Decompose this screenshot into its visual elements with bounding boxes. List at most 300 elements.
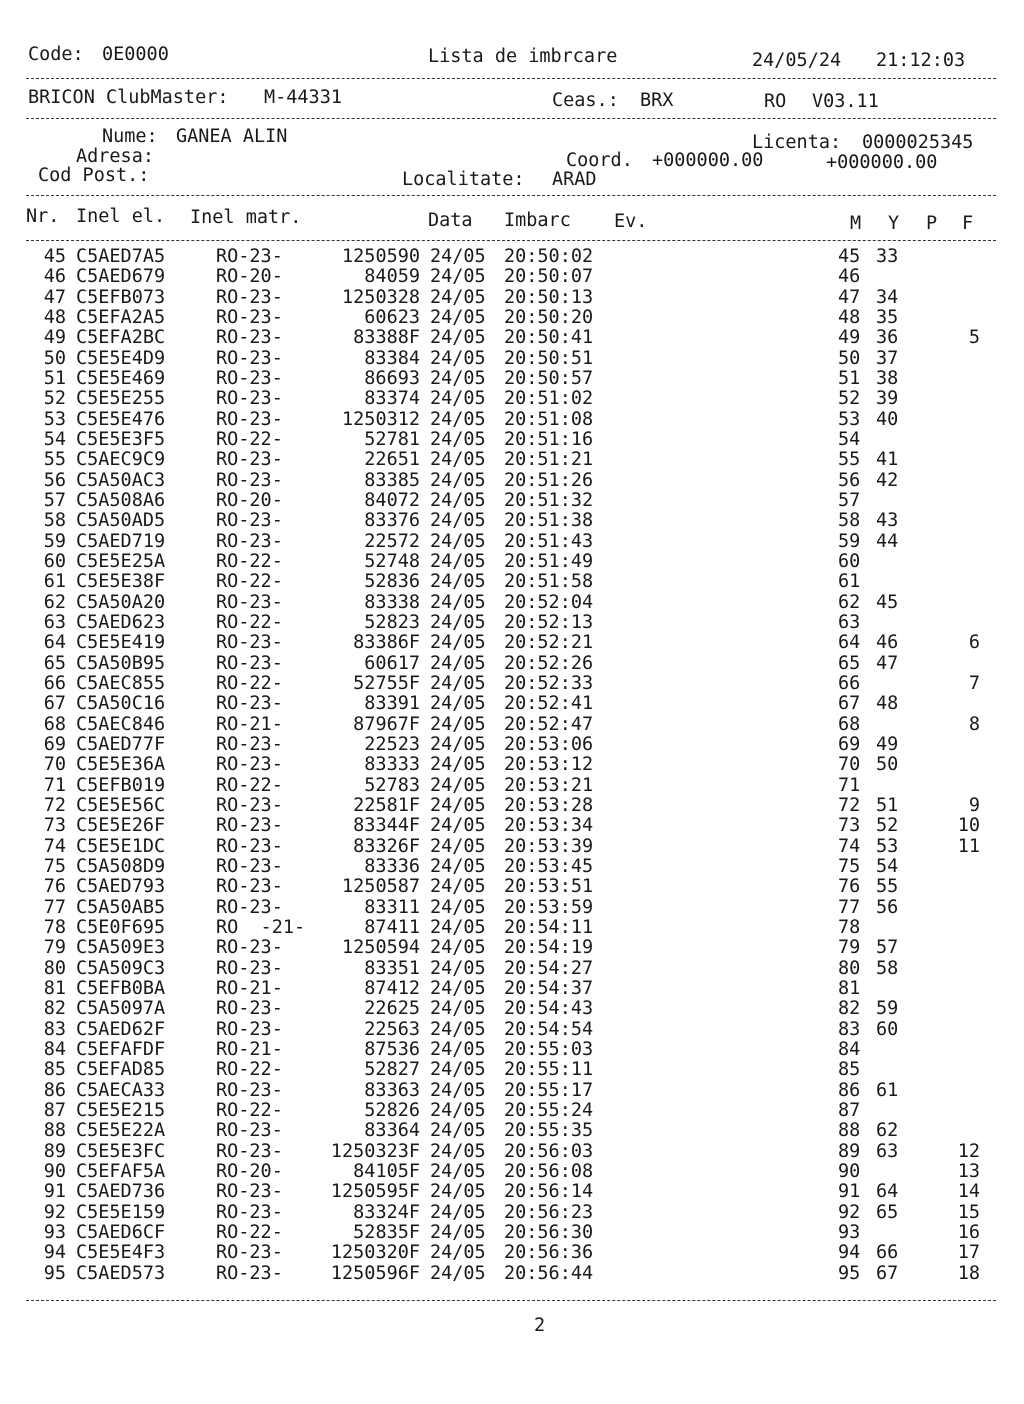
count-y: 58 — [876, 957, 899, 979]
boarding-date: 24/05 — [430, 754, 486, 776]
col-header-ev: Ev. — [614, 211, 648, 232]
boarding-time: 20:50:13 — [504, 286, 594, 308]
table-row — [0, 796, 1024, 816]
boarding-time: 20:52:21 — [504, 632, 594, 654]
electronic-ring: C5E5E36A — [76, 754, 166, 776]
ring-prefix: RO-23- — [216, 347, 283, 369]
col-header-m: M — [850, 213, 862, 234]
ring-number: 1250590 — [342, 246, 420, 267]
col-header-el-ring: Inel el. — [76, 206, 166, 227]
ring-prefix: RO-23- — [216, 449, 283, 471]
count-f: 18 — [957, 1262, 980, 1284]
count-m: 64 — [838, 632, 861, 654]
boarding-time: 20:56:03 — [504, 1140, 594, 1162]
table-row — [0, 1162, 1024, 1182]
row-number: 48 — [43, 307, 66, 328]
row-number: 77 — [43, 896, 66, 918]
boarding-time: 20:52:33 — [504, 672, 594, 694]
electronic-ring: C5E5E476 — [76, 408, 166, 430]
table-row — [0, 389, 1024, 409]
table-row — [0, 938, 1024, 958]
print-time: 21:12:03 — [876, 50, 966, 71]
count-m: 84 — [838, 1038, 861, 1060]
code-label: Code: — [28, 44, 84, 65]
boarding-time: 20:53:51 — [504, 876, 594, 898]
ring-number: 87536 — [364, 1038, 420, 1060]
boarding-time: 20:56:44 — [504, 1262, 594, 1284]
boarding-date: 24/05 — [430, 937, 486, 959]
boarding-date: 24/05 — [430, 672, 486, 694]
row-number: 95 — [43, 1262, 66, 1284]
count-m: 50 — [838, 347, 861, 369]
ring-prefix: RO-21- — [216, 977, 283, 999]
ring-prefix: RO-23- — [216, 815, 283, 837]
ring-prefix: RO-23- — [216, 1120, 283, 1142]
electronic-ring: C5E5E3F5 — [76, 429, 166, 450]
count-m: 46 — [838, 266, 861, 288]
electronic-ring: C5AECA33 — [76, 1079, 166, 1101]
table-row — [0, 450, 1024, 470]
ring-number: 52835F — [353, 1221, 420, 1243]
ring-prefix: RO-23- — [216, 246, 283, 267]
ring-prefix: RO-23- — [216, 1242, 283, 1264]
count-y: 43 — [876, 510, 899, 532]
boarding-date: 24/05 — [430, 388, 486, 410]
ring-number: 52781 — [364, 429, 420, 450]
boarding-time: 20:50:02 — [504, 246, 594, 267]
electronic-ring: C5E5E22A — [76, 1120, 166, 1142]
count-y: 35 — [876, 307, 899, 328]
boarding-date: 24/05 — [430, 530, 486, 552]
boarding-date: 24/05 — [430, 998, 486, 1020]
count-m: 67 — [838, 693, 861, 715]
table-row — [0, 308, 1024, 328]
count-y: 38 — [876, 368, 899, 389]
boarding-time: 20:53:59 — [504, 896, 594, 918]
ring-prefix: RO-23- — [216, 876, 283, 898]
table-row — [0, 288, 1024, 308]
ring-prefix: RO-23- — [216, 754, 283, 776]
clock-value: BRX — [640, 90, 674, 111]
count-y: 50 — [876, 754, 899, 776]
electronic-ring: C5A50AC3 — [76, 469, 166, 491]
count-y: 42 — [876, 469, 899, 491]
boarding-date: 24/05 — [430, 1079, 486, 1101]
electronic-ring: C5A50AD5 — [76, 510, 166, 532]
ring-prefix: RO-23- — [216, 693, 283, 715]
ring-prefix: RO-22- — [216, 571, 283, 593]
electronic-ring: C5E5E469 — [76, 368, 166, 389]
ring-prefix: RO-20- — [216, 1160, 283, 1182]
boarding-date: 24/05 — [430, 551, 486, 572]
ring-prefix: RO-20- — [216, 490, 283, 511]
count-y: 40 — [876, 408, 899, 430]
ring-prefix: RO-22- — [216, 611, 283, 633]
row-number: 45 — [43, 246, 66, 267]
club-label: BRICON ClubMaster: — [28, 87, 229, 108]
count-m: 65 — [838, 652, 861, 674]
ring-number: 1250323F — [330, 1140, 420, 1162]
electronic-ring: C5E5E419 — [76, 632, 166, 654]
count-y: 57 — [876, 937, 899, 959]
table-row — [0, 552, 1024, 572]
boarding-time: 20:53:06 — [504, 733, 594, 755]
row-number: 78 — [43, 916, 66, 938]
page-title: Lista de imbrcare — [428, 46, 618, 67]
table-row — [0, 247, 1024, 267]
boarding-date: 24/05 — [430, 652, 486, 674]
ring-prefix: RO-23- — [216, 835, 283, 857]
row-number: 75 — [43, 855, 66, 877]
table-row — [0, 593, 1024, 613]
row-number: 83 — [43, 1018, 66, 1040]
count-m: 85 — [838, 1059, 861, 1081]
fancier-name: GANEA ALIN — [176, 126, 288, 147]
table-row — [0, 1040, 1024, 1060]
divider — [26, 195, 996, 196]
row-number: 54 — [43, 429, 66, 450]
row-number: 49 — [43, 327, 66, 349]
ring-prefix: RO-23- — [216, 998, 283, 1020]
ring-number: 52755F — [353, 672, 420, 694]
table-row — [0, 613, 1024, 633]
row-number: 71 — [43, 774, 66, 796]
boarding-time: 20:51:16 — [504, 429, 594, 450]
ring-number: 83384 — [364, 347, 420, 369]
clock-label: Ceas.: — [552, 90, 619, 111]
count-f: 9 — [968, 794, 980, 816]
boarding-date: 24/05 — [430, 693, 486, 715]
boarding-time: 20:56:36 — [504, 1242, 594, 1264]
count-m: 74 — [838, 835, 861, 857]
postcode-label: Cod Post.: — [38, 165, 150, 186]
boarding-time: 20:50:41 — [504, 327, 594, 349]
ring-prefix: RO-22- — [216, 672, 283, 694]
count-f: 17 — [957, 1242, 980, 1264]
electronic-ring: C5A50AB5 — [76, 896, 166, 918]
boarding-time: 20:56:14 — [504, 1181, 594, 1203]
boarding-time: 20:52:47 — [504, 713, 594, 735]
col-header-nr: Nr. — [26, 206, 60, 227]
count-y: 64 — [876, 1181, 899, 1203]
ring-number: 83364 — [364, 1120, 420, 1142]
row-number: 57 — [43, 490, 66, 511]
ring-prefix: RO-23- — [216, 591, 283, 613]
ring-number: 22523 — [364, 733, 420, 755]
count-m: 77 — [838, 896, 861, 918]
ring-number: 84072 — [364, 490, 420, 511]
boarding-date: 24/05 — [430, 510, 486, 532]
ring-number: 84059 — [364, 266, 420, 288]
boarding-time: 20:52:41 — [504, 693, 594, 715]
electronic-ring: C5E5E1DC — [76, 835, 166, 857]
boarding-date: 24/05 — [430, 815, 486, 837]
col-header-date: Data — [428, 210, 473, 231]
col-header-f: F — [962, 213, 974, 234]
electronic-ring: C5E5E255 — [76, 388, 166, 410]
row-number: 89 — [43, 1140, 66, 1162]
table-row — [0, 1101, 1024, 1121]
boarding-time: 20:54:43 — [504, 998, 594, 1020]
boarding-date: 24/05 — [430, 835, 486, 857]
count-m: 54 — [838, 429, 861, 450]
row-number: 55 — [43, 449, 66, 471]
ring-prefix: RO-21- — [216, 1038, 283, 1060]
ring-number: 83336 — [364, 855, 420, 877]
count-y: 48 — [876, 693, 899, 715]
ring-number: 83338 — [364, 591, 420, 613]
ring-prefix: RO-23- — [216, 794, 283, 816]
col-header-p: P — [926, 213, 938, 234]
table-row — [0, 877, 1024, 897]
count-f: 16 — [957, 1221, 980, 1243]
ring-prefix: RO-23- — [216, 307, 283, 328]
ring-prefix: RO-22- — [216, 551, 283, 572]
boarding-time: 20:54:37 — [504, 977, 594, 999]
row-number: 56 — [43, 469, 66, 491]
electronic-ring: C5AEC846 — [76, 713, 166, 735]
boarding-date: 24/05 — [430, 713, 486, 735]
table-row — [0, 471, 1024, 491]
count-m: 63 — [838, 611, 861, 633]
electronic-ring: C5EFAD85 — [76, 1059, 166, 1081]
ring-number: 1250328 — [342, 286, 420, 308]
row-number: 58 — [43, 510, 66, 532]
electronic-ring: C5AED736 — [76, 1181, 166, 1203]
ring-number: 84105F — [353, 1160, 420, 1182]
electronic-ring: C5E5E4F3 — [76, 1242, 166, 1264]
boarding-date: 24/05 — [430, 1059, 486, 1081]
ring-prefix: RO-23- — [216, 937, 283, 959]
ring-prefix: RO-22- — [216, 429, 283, 450]
ring-number: 83363 — [364, 1079, 420, 1101]
boarding-date: 24/05 — [430, 1038, 486, 1060]
ring-prefix: RO-23- — [216, 286, 283, 308]
table-row — [0, 633, 1024, 653]
row-number: 67 — [43, 693, 66, 715]
boarding-date: 24/05 — [430, 1201, 486, 1223]
boarding-time: 20:54:54 — [504, 1018, 594, 1040]
boarding-date: 24/05 — [430, 916, 486, 938]
boarding-time: 20:53:12 — [504, 754, 594, 776]
table-row — [0, 898, 1024, 918]
table-row — [0, 674, 1024, 694]
table-row — [0, 1121, 1024, 1141]
ring-prefix: RO-23- — [216, 896, 283, 918]
count-m: 86 — [838, 1079, 861, 1101]
locality-value: ARAD — [552, 169, 597, 190]
ring-number: 1250595F — [330, 1181, 420, 1203]
ring-prefix: RO-22- — [216, 1059, 283, 1081]
electronic-ring: C5E5E56C — [76, 794, 166, 816]
boarding-date: 24/05 — [430, 611, 486, 633]
boarding-time: 20:50:07 — [504, 266, 594, 288]
count-f: 5 — [968, 327, 980, 349]
ring-number: 60623 — [364, 307, 420, 328]
count-y: 33 — [876, 246, 899, 267]
row-number: 81 — [43, 977, 66, 999]
boarding-date: 24/05 — [430, 1140, 486, 1162]
table-row — [0, 1223, 1024, 1243]
count-m: 93 — [838, 1221, 861, 1243]
ring-prefix: RO-23- — [216, 1018, 283, 1040]
electronic-ring: C5AED62F — [76, 1018, 166, 1040]
ring-number: 22625 — [364, 998, 420, 1020]
row-number: 88 — [43, 1120, 66, 1142]
ring-number: 83386F — [353, 632, 420, 654]
electronic-ring: C5A509C3 — [76, 957, 166, 979]
row-number: 76 — [43, 876, 66, 898]
col-header-y: Y — [888, 213, 900, 234]
count-y: 49 — [876, 733, 899, 755]
electronic-ring: C5EFAFDF — [76, 1038, 166, 1060]
count-m: 60 — [838, 551, 861, 572]
count-m: 92 — [838, 1201, 861, 1223]
electronic-ring: C5A5097A — [76, 998, 166, 1020]
table-row — [0, 410, 1024, 430]
boarding-date: 24/05 — [430, 1099, 486, 1121]
count-m: 82 — [838, 998, 861, 1020]
boarding-time: 20:51:49 — [504, 551, 594, 572]
license-number: 0000025345 — [862, 132, 974, 153]
row-number: 82 — [43, 998, 66, 1020]
electronic-ring: C5E5E3FC — [76, 1140, 166, 1162]
boarding-date: 24/05 — [430, 957, 486, 979]
boarding-time: 20:51:32 — [504, 490, 594, 511]
ring-prefix: RO-23- — [216, 1262, 283, 1284]
boarding-date: 24/05 — [430, 368, 486, 389]
boarding-date: 24/05 — [430, 876, 486, 898]
boarding-date: 24/05 — [430, 632, 486, 654]
boarding-date: 24/05 — [430, 307, 486, 328]
count-y: 65 — [876, 1201, 899, 1223]
row-number: 93 — [43, 1221, 66, 1243]
row-number: 59 — [43, 530, 66, 552]
ring-number: 52823 — [364, 611, 420, 633]
ring-number: 83324F — [353, 1201, 420, 1223]
ring-prefix: RO-23- — [216, 855, 283, 877]
address-label: Adresa: — [76, 146, 154, 167]
row-number: 70 — [43, 754, 66, 776]
row-number: 46 — [43, 266, 66, 288]
count-y: 34 — [876, 286, 899, 308]
code-value: 0E0000 — [102, 44, 169, 65]
ring-prefix: RO-23- — [216, 632, 283, 654]
boarding-time: 20:54:19 — [504, 937, 594, 959]
electronic-ring: C5AED793 — [76, 876, 166, 898]
boarding-time: 20:56:08 — [504, 1160, 594, 1182]
count-y: 37 — [876, 347, 899, 369]
ring-prefix: RO-23- — [216, 530, 283, 552]
count-m: 52 — [838, 388, 861, 410]
ring-number: 83326F — [353, 835, 420, 857]
count-m: 49 — [838, 327, 861, 349]
row-number: 92 — [43, 1201, 66, 1223]
count-y: 46 — [876, 632, 899, 654]
ring-number: 52748 — [364, 551, 420, 572]
coord-label: Coord. — [566, 150, 633, 171]
count-m: 61 — [838, 571, 861, 593]
boarding-time: 20:52:04 — [504, 591, 594, 613]
boarding-time: 20:51:08 — [504, 408, 594, 430]
count-m: 89 — [838, 1140, 861, 1162]
boarding-date: 24/05 — [430, 408, 486, 430]
row-number: 90 — [43, 1160, 66, 1182]
table-row — [0, 654, 1024, 674]
boarding-date: 24/05 — [430, 1181, 486, 1203]
count-m: 58 — [838, 510, 861, 532]
boarding-time: 20:51:02 — [504, 388, 594, 410]
ring-prefix: RO-23- — [216, 652, 283, 674]
count-m: 66 — [838, 672, 861, 694]
count-m: 62 — [838, 591, 861, 613]
boarding-time: 20:55:17 — [504, 1079, 594, 1101]
name-label: Nume: — [102, 126, 158, 147]
boarding-date: 24/05 — [430, 347, 486, 369]
count-f: 12 — [957, 1140, 980, 1162]
ring-prefix: RO-23- — [216, 368, 283, 389]
ring-number: 83333 — [364, 754, 420, 776]
row-number: 60 — [43, 551, 66, 572]
ring-number: 87411 — [364, 916, 420, 938]
count-y: 59 — [876, 998, 899, 1020]
row-number: 86 — [43, 1079, 66, 1101]
ring-number: 87967F — [353, 713, 420, 735]
count-y: 60 — [876, 1018, 899, 1040]
electronic-ring: C5EFB073 — [76, 286, 166, 308]
row-number: 50 — [43, 347, 66, 369]
ring-number: 83388F — [353, 327, 420, 349]
software-version: V03.11 — [812, 91, 879, 112]
coord-x: +000000.00 — [652, 150, 764, 171]
ring-number: 83351 — [364, 957, 420, 979]
ring-number: 52836 — [364, 571, 420, 593]
electronic-ring: C5AED7A5 — [76, 246, 166, 267]
count-m: 48 — [838, 307, 861, 328]
count-y: 61 — [876, 1079, 899, 1101]
count-f: 7 — [968, 672, 980, 694]
ring-prefix: RO-23- — [216, 1140, 283, 1162]
count-m: 73 — [838, 815, 861, 837]
count-m: 80 — [838, 957, 861, 979]
ring-number: 1250320F — [330, 1242, 420, 1264]
boarding-time: 20:53:28 — [504, 794, 594, 816]
ring-number: 22563 — [364, 1018, 420, 1040]
ring-prefix: RO-23- — [216, 733, 283, 755]
count-y: 66 — [876, 1242, 899, 1264]
table-row — [0, 1203, 1024, 1223]
table-row — [0, 1243, 1024, 1263]
ring-prefix: RO-23- — [216, 408, 283, 430]
boarding-date: 24/05 — [430, 429, 486, 450]
count-m: 94 — [838, 1242, 861, 1264]
count-y: 63 — [876, 1140, 899, 1162]
ring-number: 83376 — [364, 510, 420, 532]
boarding-time: 20:53:21 — [504, 774, 594, 796]
count-y: 47 — [876, 652, 899, 674]
boarding-date: 24/05 — [430, 977, 486, 999]
count-y: 56 — [876, 896, 899, 918]
table-row — [0, 349, 1024, 369]
count-f: 10 — [957, 815, 980, 837]
boarding-time: 20:51:21 — [504, 449, 594, 471]
boarding-date: 24/05 — [430, 896, 486, 918]
electronic-ring: C5E0F695 — [76, 916, 166, 938]
boarding-time: 20:56:23 — [504, 1201, 594, 1223]
count-f: 15 — [957, 1201, 980, 1223]
count-m: 81 — [838, 977, 861, 999]
page-number: 2 — [534, 1315, 546, 1336]
